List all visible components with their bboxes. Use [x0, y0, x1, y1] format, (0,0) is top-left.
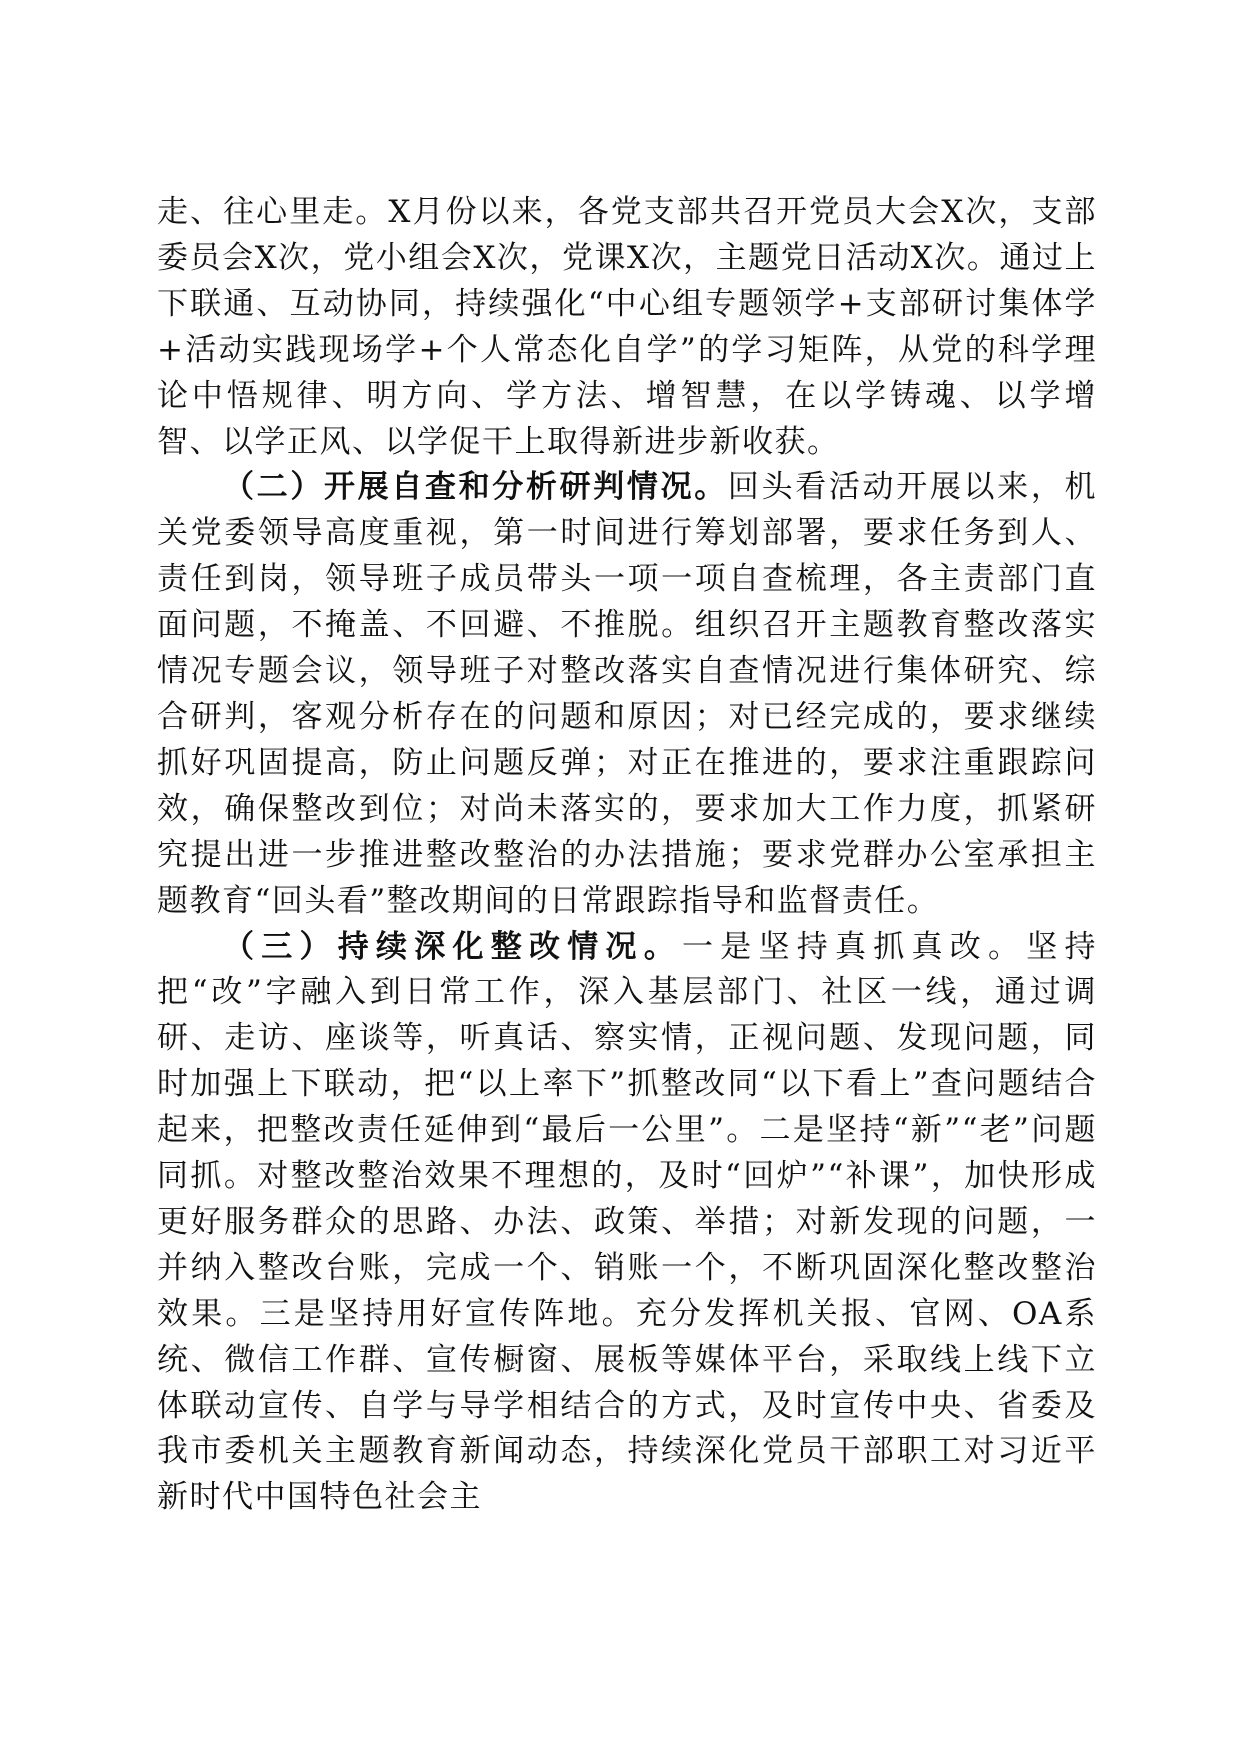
paragraph-1: [157, 190, 1097, 465]
paragraph-1-text: 走、往心里走。X月份以来，各党支部共召开党员大会X次，支部委员会X次，党小组会X次，党课X次，主题党日活动X次。通过上下联通、互动协同，持续强化“中心组专题领学+支部研讨集体学+活动实践现场学+个人常态化自学”的学习矩阵，从党的科学理论中悟规律、明方向、学方法、增智慧，在以学铸魂、以学增智、以学正风、以学促干上取得新进步新收获。: [157, 194, 1097, 460]
paragraph-3-text: 一是坚持真抓真改。坚持把“改”字融入到日常工作，深入基层部门、社区一线，通过调研、走访、座谈等，听真话、察实情，正视问题、发现问题，同时加强上下联动，把“以上率下”抓整改同“以下看上”查问题结合起来，把整改责任延伸到“最后一公里”。二是坚持“新”“老”问题同抓。对整改整治效果不理想的，及时“回炉”“补课”，加快形成更好服务群众的思路、办法、政策、举措；对新发现的问题，一并纳入整改台账，完成一个、销账一个，不断巩固深化整改整治效果。三是坚持用好宣传阵地。充分发挥机关报、官网、OA系统、微信工作群、宣传橱窗、展板等媒体平台，采取线上线下立体联动宣传、自学与导学相结合的方式，及时宣传中央、省委及我市委机关主题教育新闻动态，持续深化党员干部职工对习近平新时代中国特色社会主: [157, 928, 1097, 1516]
paragraph-2: [157, 465, 1097, 924]
paragraph-3-heading: （三）持续深化整改情况。: [223, 928, 682, 965]
paragraph-2-text: 回头看活动开展以来，机关党委领导高度重视，第一时间进行筹划部署，要求任务到人、责任到岗，领导班子成员带头一项一项自查梳理，各主责部门直面问题，不掩盖、不回避、不推脱。组织召开主题教育整改落实情况专题会议，领导班子对整改落实自查情况进行集体研究、综合研判，客观分析存在的问题和原因；对已经完成的，要求继续抓好巩固提高，防止问题反弹；对正在推进的，要求注重跟踪问效，确保整改到位；对尚未落实的，要求加大工作力度，抓紧研究提出进一步推进整改整治的办法措施；要求党群办公室承担主题教育“回头看”整改期间的日常跟踪指导和监督责任。: [157, 469, 1098, 919]
document-body: [157, 190, 1097, 1521]
paragraph-3: [157, 925, 1097, 1522]
paragraph-2-heading: （二）开展自查和分析研判情况。: [223, 469, 728, 506]
